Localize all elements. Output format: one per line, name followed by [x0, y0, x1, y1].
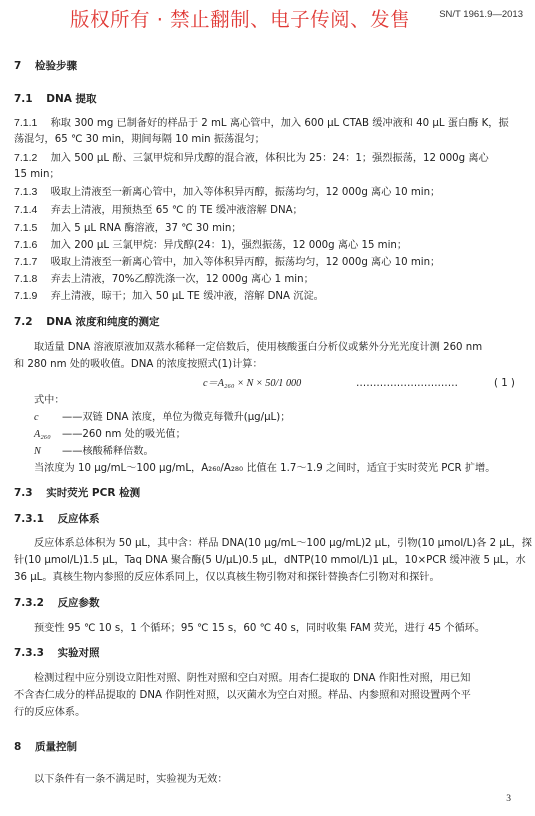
subsection-7-1-heading [14, 91, 97, 106]
step-7-1-5 [14, 220, 241, 237]
concentration-paragraph: 取适量 DNA 溶液原液加双蒸水稀释一定倍数后，使用核酸蛋白分析仪或紫外分光光度计测 260 nm [34, 342, 483, 353]
subsection-title: 实时荧光 PCR 检测 [46, 487, 141, 499]
section-title: 检验步骤 [34, 60, 77, 72]
reaction-system-line-3: 36 μL。真核生物内参照的反应体系同上，仅以真核生物引物对和探针替换杏仁引物对和探针。 [14, 572, 440, 583]
subsection-7-3-3-heading [14, 645, 100, 660]
page-number: 3 [506, 794, 511, 804]
step-text: 加入 500 μL 酚、三氯甲烷和异戊醇的混合液，体积比为 25：24：1；强烈振荡，12 000g 离心 [50, 153, 489, 164]
step-text: 吸取上清液至一新离心管中，加入等体积异丙醇，振荡均匀，12 000g 离心 10 min； [50, 257, 441, 268]
formula-number: ( 1 ) [494, 378, 515, 389]
subsection-7-3-heading [14, 485, 140, 500]
subsection-number: 7.3 [14, 487, 33, 499]
step-text: 弃上清液，晾干；加入 50 μL TE 缓冲液，溶解 DNA 沉淀。 [50, 291, 324, 302]
step-7-1-2 [14, 150, 489, 167]
step-number: 7.1.7 [14, 256, 38, 268]
subsection-number: 7.3.1 [14, 513, 44, 525]
section-number: 8 [14, 741, 22, 753]
step-7-1-6 [14, 237, 407, 254]
subsection-title: 反应参数 [57, 597, 100, 609]
step-number: 7.1.8 [14, 273, 38, 285]
step-7-1-4 [14, 202, 303, 219]
reaction-system-line-1: 反应体系总体积为 50 μL，其中含：样品 DNA(10 μg/mL～100 μg/mL)2 μL，引物(10 μmol/L)各 2 μL，探 [34, 538, 532, 549]
subsection-title: DNA 提取 [46, 93, 97, 105]
section-title: 质量控制 [34, 741, 77, 753]
step-number: 7.1.5 [14, 222, 38, 234]
watermark-text: 版权所有 · 禁止翻制、电子传阅、发售 [70, 8, 411, 31]
step-text: 称取 300 mg 已制备好的样品于 2 mL 离心管中，加入 600 μL CTAB 缓冲液和 40 μL 蛋白酶 K，振 [50, 118, 509, 129]
subsection-title: 反应体系 [57, 513, 100, 525]
subsection-number: 7.3.3 [14, 647, 44, 659]
subsection-title: 实验对照 [57, 647, 100, 659]
definition-n: ——核酸稀释倍数。 [62, 446, 154, 457]
step-text: 加入 5 μL RNA 酶溶液，37 ℃ 30 min； [50, 223, 242, 234]
step-7-1-2-continued: 15 min； [14, 169, 60, 180]
document-number: SN/T 1961.9—2013 [439, 9, 523, 20]
section-8-heading [14, 739, 77, 754]
reaction-system-line-2: 针(10 μmol/L)1.5 μL，Taq DNA 聚合酶(5 U/μL)0.5 μL，dNTP(10 mmol/L)1 μL，10×PCR 缓冲液 5 μL，水 [14, 555, 526, 566]
step-7-1-8 [14, 271, 314, 288]
step-7-1-3 [14, 184, 440, 201]
definition-a260: ——260 nm 处的吸光值； [62, 429, 186, 440]
definition-c: ——双链 DNA 浓度，单位为微克每微升(μg/μL)； [62, 412, 291, 423]
subsection-number: 7.1 [14, 93, 33, 105]
quality-control-text: 以下条件有一条不满足时，实验视为无效： [34, 774, 228, 785]
section-7-heading [14, 58, 77, 73]
formula: c＝A₂₆₀ × N × 50/1 000 [203, 378, 302, 389]
step-number: 7.1.4 [14, 204, 38, 216]
subsection-title: DNA 浓度和纯度的测定 [46, 316, 160, 328]
step-7-1-7 [14, 254, 440, 271]
where-label: 式中： [34, 395, 65, 406]
step-text: 加入 200 μL 三氯甲烷：异戊醇(24：1)，强烈振荡，12 000g 离心 15 min； [50, 240, 408, 251]
subsection-number: 7.2 [14, 316, 33, 328]
controls-line-1: 检测过程中应分别设立阳性对照、阴性对照和空白对照。用杏仁提取的 DNA 作阳性对照，用已知 [34, 673, 471, 684]
step-text: 弃去上清液，70%乙醇洗涤一次，12 000g 离心 1 min； [50, 274, 314, 285]
subsection-7-2-heading [14, 314, 160, 329]
controls-line-3: 行的反应体系。 [14, 707, 86, 718]
section-number: 7 [14, 60, 22, 72]
controls-line-2: 不含杏仁成分的样品提取的 DNA 作阴性对照，以灭菌水为空白对照。样品、内参照和对照设置两个平 [14, 690, 471, 701]
step-number: 7.1.6 [14, 239, 38, 251]
step-number: 7.1.3 [14, 186, 38, 198]
step-7-1-1-continued: 荡混匀，65 ℃ 30 min，期间每隔 10 min 振荡混匀； [14, 134, 265, 145]
step-text: 弃去上清液，用预热至 65 ℃ 的 TE 缓冲液溶解 DNA； [50, 205, 303, 216]
subsection-7-3-2-heading [14, 595, 100, 610]
step-number: 7.1.9 [14, 290, 38, 302]
step-text: 吸取上清液至一新离心管中，加入等体积异丙醇，振荡均匀，12 000g 离心 10 min； [50, 187, 441, 198]
reaction-parameters-text: 预变性 95 ℃ 10 s，1 个循环；95 ℃ 15 s，60 ℃ 40 s，同时收集 FAM 荧光，进行 45 个循环。 [34, 623, 486, 634]
symbol-c: c [34, 412, 39, 423]
subsection-number: 7.3.2 [14, 597, 44, 609]
step-number: 7.1.2 [14, 152, 38, 164]
concentration-paragraph-continued: 和 280 nm 处的吸收值。DNA 的浓度按照式(1)计算： [14, 359, 263, 370]
concentration-note: 当浓度为 10 μg/mL～100 μg/mL，A₂₆₀/A₂₈₀ 比值在 1.7～1.9 之间时，适宜于实时荧光 PCR 扩增。 [34, 463, 496, 474]
symbol-a260: A₂₆₀ [34, 429, 51, 440]
subsection-7-3-1-heading [14, 511, 100, 526]
symbol-n: N [34, 446, 41, 457]
formula-leader-dots: ………………………… [356, 378, 458, 389]
step-7-1-1 [14, 115, 509, 132]
step-number: 7.1.1 [14, 117, 38, 129]
step-7-1-9 [14, 288, 324, 305]
